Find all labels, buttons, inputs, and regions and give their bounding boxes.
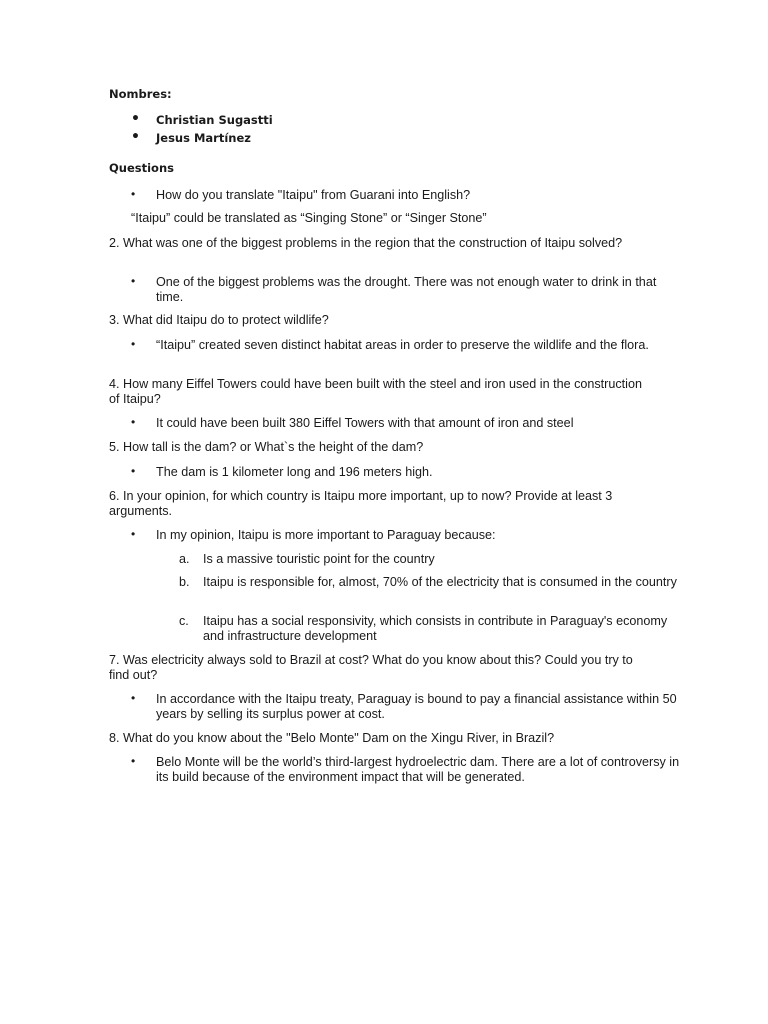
argument-text: Itaipu has a social responsivity, which consists in contribute in Paraguay's economy and infrastructure development	[203, 614, 668, 643]
list-marker: a.	[179, 552, 190, 566]
answer-3: • “Itaipu” created seven distinct habitat areas in order to preserve the wildlife and the flora.	[131, 338, 686, 353]
answer-1: “Itaipu” could be translated as “Singing Stone” or “Singer Stone”	[131, 211, 487, 225]
answer-2: • One of the biggest problems was the drought. There was not enough water to drink in that time.	[131, 275, 686, 305]
list-marker: b.	[179, 575, 190, 589]
question-1: • How do you translate "Itaipu" from Guarani into English?	[131, 188, 686, 203]
argument-c	[179, 614, 678, 644]
question-2: 2. What was one of the biggest problems in the region that the construction of Itaipu solved?	[109, 236, 623, 250]
name-item: • Christian Sugastti	[131, 113, 273, 131]
answer-6: • In my opinion, Itaipu is more important to Paraguay because:	[131, 528, 686, 543]
argument-a	[179, 552, 678, 567]
question-7: 7. Was electricity always sold to Brazil at cost? What do you know about this? Could you try to find out?	[109, 653, 633, 682]
question-6: 6. In your opinion, for which country is Itaipu more important, up to now? Provide at least 3 arguments.	[109, 489, 613, 518]
argument-text: Itaipu is responsible for, almost, 70% of the electricity that is consumed in the country	[203, 575, 677, 589]
answer-8: • Belo Monte will be the world’s third-largest hydroelectric dam. There are a lot of controversy in its build because of the environment impact that will be generated.	[131, 755, 686, 785]
questions-label: Questions	[109, 161, 174, 175]
answer-5: • The dam is 1 kilometer long and 196 meters high.	[131, 465, 686, 480]
question-8: 8. What do you know about the "Belo Monte" Dam on the Xingu River, in Brazil?	[109, 731, 555, 745]
answer-7: • In accordance with the Itaipu treaty, Paraguay is bound to pay a financial assistance within 50 years by selling its surplus power at cost.	[131, 692, 686, 722]
names-label: Nombres:	[109, 87, 172, 101]
answer-4: • It could have been built 380 Eiffel Towers with that amount of iron and steel	[131, 416, 686, 431]
list-marker: c.	[179, 614, 189, 628]
argument-text: Is a massive touristic point for the country	[203, 552, 435, 566]
question-5: 5. How tall is the dam? or What`s the height of the dam?	[109, 440, 424, 454]
argument-b	[179, 575, 678, 590]
question-4: 4. How many Eiffel Towers could have been built with the steel and iron used in the construction of Itaipu?	[109, 377, 642, 406]
question-3: 3. What did Itaipu do to protect wildlife?	[109, 313, 329, 327]
names-list	[131, 113, 273, 149]
name-item: • Jesus Martínez	[131, 131, 273, 149]
